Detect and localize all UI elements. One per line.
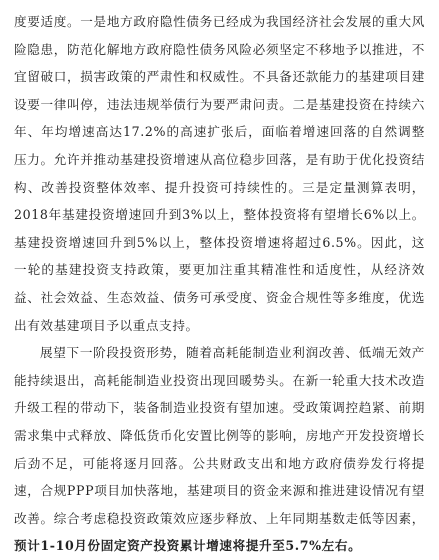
paragraph-2 xyxy=(14,339,425,560)
paragraph-1 xyxy=(14,8,425,339)
paragraph-2-text: 展望下一阶段投资形势，随着高耗能制造业利润改善、低端无效产能持续退出，高耗能制造业投资出现回暖势头。在新一轮重大技术改造升级工程的带动下，装备制造业投资有望加速。受政策调控趋紧、前期需求集中式释放、降低货币化安置比例等的影响，房地产开发投资增长后劲不足，可能将逐月回落。公共财政支出和地方政府债券发行将提速，合规PPP项目加快落地，基建项目的资金来源和推进建设情况有望改善。综合考虑稳投资政策效应逐步释放、上年同期基数走低等因素， xyxy=(14,345,425,526)
paragraph-2-bold-conclusion: 预计1-10月份固定资产投资累计增速将提升至5.7%左右。 xyxy=(14,538,362,554)
paragraph-1-text: 度要适度。一是地方政府隐性债务已经成为我国经济社会发展的重大风险隐患，防范化解地方政府隐性债务风险必须坚定不移地予以推进，不宜留破口，损害政策的严肃性和权威性。不具备还款能力的基建项目建设要一律叫停，违法违规举债行为要严肃问责。二是基建投资在持续六年、年均增速高达17.2%的高速扩张后，面临着增速回落的自然调整压力。允许并推动基建投资增速从高位稳步回落，是有助于优化投资结构、改善投资整体效率、提升投资可持续性的。三是定量测算表明，2018年基建投资增速回升到3%以上，整体投资将有望增长6%以上。基建投资增速回升到5%以上，整体投资增速将超过6.5%。因此，这一轮的基建投资支持政策，要更加注重其精准性和适度性，从经济效益、社会效益、生态效益、债务可承受度、资金合规性等多维度，优选出有效基建项目予以重点支持。 xyxy=(14,14,425,333)
